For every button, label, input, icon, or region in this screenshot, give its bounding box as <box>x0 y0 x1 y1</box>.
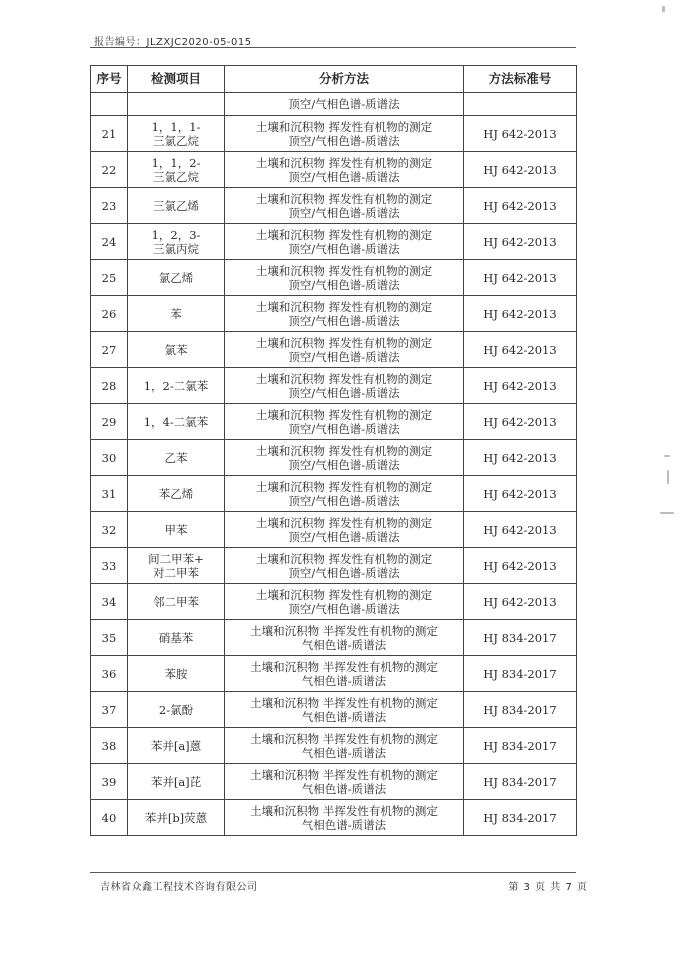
table-row <box>91 152 577 188</box>
cell-serial-text: 21 <box>101 126 117 141</box>
cell-serial-text: 40 <box>101 810 117 825</box>
cell-item-text: 1，1，1- 三氯乙烷 <box>151 119 201 148</box>
cell-item <box>128 620 225 656</box>
cell-item-text: 氯苯 <box>164 342 188 357</box>
cell-standard-text: HJ 834-2017 <box>483 666 557 681</box>
cell-serial-text: 33 <box>101 558 117 573</box>
cell-standard <box>464 93 577 116</box>
cell-method <box>225 116 464 152</box>
cell-method <box>225 512 464 548</box>
cell-item-text: 邻二甲苯 <box>153 594 199 609</box>
table-row <box>91 476 577 512</box>
cell-item <box>128 764 225 800</box>
table-row <box>91 188 577 224</box>
cell-method <box>225 476 464 512</box>
cell-item <box>128 152 225 188</box>
cell-serial <box>91 332 128 368</box>
cell-item <box>128 368 225 404</box>
cell-serial <box>91 584 128 620</box>
cell-standard <box>464 656 577 692</box>
cell-serial <box>91 93 128 116</box>
cell-method <box>225 260 464 296</box>
cell-serial <box>91 476 128 512</box>
cell-item <box>128 728 225 764</box>
cell-item <box>128 404 225 440</box>
cell-standard <box>464 368 577 404</box>
table-row <box>91 224 577 260</box>
cell-standard <box>464 692 577 728</box>
cell-method-text: 土壤和沉积物 半挥发性有机物的测定 气相色谱-质谱法 <box>250 803 438 832</box>
cell-method <box>225 296 464 332</box>
header-method: 分析方法 <box>225 66 464 93</box>
cell-method <box>225 404 464 440</box>
cell-item <box>128 224 225 260</box>
table-row <box>91 548 577 584</box>
cell-item-text: 苯乙烯 <box>158 486 194 501</box>
cell-serial-text: 30 <box>101 450 117 465</box>
cell-standard <box>464 224 577 260</box>
cell-method <box>225 656 464 692</box>
cell-serial <box>91 116 128 152</box>
cell-standard <box>464 800 577 836</box>
cell-serial <box>91 368 128 404</box>
cell-method-text: 土壤和沉积物 挥发性有机物的测定 顶空/气相色谱-质谱法 <box>255 155 433 184</box>
cell-item <box>128 332 225 368</box>
cell-item-text: 苯并[b]荧蒽 <box>144 810 208 825</box>
cell-standard-text: HJ 642-2013 <box>483 450 557 465</box>
cell-serial-text: 36 <box>101 666 117 681</box>
cell-serial-text: 23 <box>101 198 117 213</box>
cell-serial <box>91 188 128 224</box>
cell-serial <box>91 404 128 440</box>
cell-item-text: 甲苯 <box>164 522 188 537</box>
cell-standard-text: HJ 642-2013 <box>483 270 557 285</box>
cell-standard <box>464 476 577 512</box>
scan-artifact <box>660 512 674 514</box>
table-row <box>91 260 577 296</box>
cell-standard-text: HJ 642-2013 <box>483 594 557 609</box>
cell-item <box>128 584 225 620</box>
page-indicator: 第 3 页 共 7 页 <box>508 882 588 893</box>
cell-item-text: 1，2，3- 三氯丙烷 <box>151 227 201 256</box>
cell-method-text: 土壤和沉积物 挥发性有机物的测定 顶空/气相色谱-质谱法 <box>255 263 433 292</box>
table-row <box>91 728 577 764</box>
cell-method <box>225 152 464 188</box>
header-standard: 方法标准号 <box>464 66 577 93</box>
cell-item <box>128 296 225 332</box>
cell-serial <box>91 152 128 188</box>
cell-method <box>225 620 464 656</box>
table-row <box>91 620 577 656</box>
cell-standard <box>464 188 577 224</box>
cell-method: 顶空/气相色谱-质谱法 <box>225 93 464 116</box>
cell-standard-text: HJ 642-2013 <box>483 486 557 501</box>
cell-item-text: 2-氯酚 <box>158 702 194 717</box>
cell-standard <box>464 512 577 548</box>
table-row <box>91 512 577 548</box>
cell-standard <box>464 620 577 656</box>
table-row <box>91 584 577 620</box>
cell-method-text: 土壤和沉积物 挥发性有机物的测定 顶空/气相色谱-质谱法 <box>255 479 433 508</box>
cell-method <box>225 224 464 260</box>
cell-item-text: 1，4-二氯苯 <box>143 414 209 429</box>
cell-method <box>225 764 464 800</box>
cell-method <box>225 584 464 620</box>
test-methods-table <box>90 65 577 836</box>
scan-artifact <box>664 455 670 457</box>
cell-standard <box>464 548 577 584</box>
cell-item-text: 苯胺 <box>164 666 188 681</box>
cell-standard-text: HJ 642-2013 <box>483 378 557 393</box>
cell-method <box>225 548 464 584</box>
cell-method-text: 土壤和沉积物 半挥发性有机物的测定 气相色谱-质谱法 <box>250 659 438 688</box>
cell-serial <box>91 296 128 332</box>
cell-standard-text: HJ 642-2013 <box>483 162 557 177</box>
cell-standard-text: HJ 642-2013 <box>483 342 557 357</box>
header-divider <box>90 47 576 48</box>
cell-serial <box>91 692 128 728</box>
cell-item <box>128 476 225 512</box>
cell-method-text: 土壤和沉积物 挥发性有机物的测定 顶空/气相色谱-质谱法 <box>255 191 433 220</box>
cell-standard-text: HJ 642-2013 <box>483 234 557 249</box>
cell-method-text: 土壤和沉积物 挥发性有机物的测定 顶空/气相色谱-质谱法 <box>255 119 433 148</box>
scan-artifact <box>662 6 665 12</box>
cell-serial-text: 27 <box>101 342 117 357</box>
table-row <box>91 692 577 728</box>
cell-method <box>225 188 464 224</box>
cell-serial-text: 37 <box>101 702 117 717</box>
table-row <box>91 296 577 332</box>
cell-item <box>128 260 225 296</box>
cell-standard <box>464 764 577 800</box>
cell-standard-text: HJ 642-2013 <box>483 198 557 213</box>
cell-item <box>128 800 225 836</box>
cell-standard-text: HJ 834-2017 <box>483 774 557 789</box>
cell-standard <box>464 116 577 152</box>
cell-standard-text: HJ 642-2013 <box>483 414 557 429</box>
cell-standard-text: HJ 834-2017 <box>483 630 557 645</box>
cell-item-text: 硝基苯 <box>158 630 194 645</box>
cell-standard <box>464 296 577 332</box>
cell-standard-text: HJ 642-2013 <box>483 558 557 573</box>
table-row-continued <box>91 93 577 116</box>
cell-method-text: 土壤和沉积物 挥发性有机物的测定 顶空/气相色谱-质谱法 <box>255 515 433 544</box>
cell-serial-text: 35 <box>101 630 117 645</box>
cell-standard-text: HJ 642-2013 <box>483 126 557 141</box>
cell-serial-text: 34 <box>101 594 117 609</box>
header-serial: 序号 <box>91 66 128 93</box>
cell-item <box>128 93 225 116</box>
cell-method-text: 土壤和沉积物 半挥发性有机物的测定 气相色谱-质谱法 <box>250 695 438 724</box>
cell-method <box>225 368 464 404</box>
cell-item <box>128 188 225 224</box>
cell-method-text: 土壤和沉积物 半挥发性有机物的测定 气相色谱-质谱法 <box>250 731 438 760</box>
cell-serial-text: 28 <box>101 378 117 393</box>
cell-method-text: 土壤和沉积物 挥发性有机物的测定 顶空/气相色谱-质谱法 <box>255 443 433 472</box>
cell-item <box>128 692 225 728</box>
cell-method-text: 土壤和沉积物 半挥发性有机物的测定 气相色谱-质谱法 <box>250 767 438 796</box>
cell-item-text: 1，1，2- 三氯乙烷 <box>151 155 201 184</box>
cell-serial-text: 24 <box>101 234 117 249</box>
cell-standard <box>464 332 577 368</box>
cell-method-text: 土壤和沉积物 挥发性有机物的测定 顶空/气相色谱-质谱法 <box>255 227 433 256</box>
scan-artifact <box>667 470 669 484</box>
footer-divider <box>90 872 576 873</box>
company-name: 吉林省众鑫工程技术咨询有限公司 <box>100 882 258 893</box>
cell-serial <box>91 620 128 656</box>
header-item: 检测项目 <box>128 66 225 93</box>
cell-standard-text: HJ 834-2017 <box>483 810 557 825</box>
cell-standard <box>464 260 577 296</box>
cell-standard <box>464 728 577 764</box>
cell-serial <box>91 548 128 584</box>
cell-item <box>128 548 225 584</box>
cell-method-text: 土壤和沉积物 半挥发性有机物的测定 气相色谱-质谱法 <box>250 623 438 652</box>
cell-serial <box>91 656 128 692</box>
cell-standard-text: HJ 642-2013 <box>483 306 557 321</box>
cell-method-text: 土壤和沉积物 挥发性有机物的测定 顶空/气相色谱-质谱法 <box>255 299 433 328</box>
cell-serial-text: 26 <box>101 306 117 321</box>
report-number: 报告编号：JLZXJC2020-05-015 <box>94 37 252 48</box>
table-row <box>91 440 577 476</box>
table-row <box>91 116 577 152</box>
cell-serial <box>91 260 128 296</box>
cell-serial <box>91 800 128 836</box>
table-row <box>91 764 577 800</box>
table-row <box>91 332 577 368</box>
cell-serial-text: 29 <box>101 414 117 429</box>
cell-standard-text: HJ 834-2017 <box>483 738 557 753</box>
cell-method <box>225 800 464 836</box>
cell-item-text: 苯 <box>170 306 182 321</box>
cell-serial <box>91 440 128 476</box>
cell-serial-text: 25 <box>101 270 117 285</box>
cell-serial <box>91 224 128 260</box>
cell-item-text: 间二甲苯+ 对二甲苯 <box>148 551 204 580</box>
cell-item-text: 乙苯 <box>164 450 188 465</box>
cell-standard <box>464 440 577 476</box>
cell-item <box>128 512 225 548</box>
cell-method-text: 土壤和沉积物 挥发性有机物的测定 顶空/气相色谱-质谱法 <box>255 335 433 364</box>
cell-serial <box>91 512 128 548</box>
cell-item <box>128 116 225 152</box>
cell-standard <box>464 404 577 440</box>
cell-serial-text: 38 <box>101 738 117 753</box>
table-header-row <box>91 66 577 93</box>
cell-item <box>128 440 225 476</box>
cell-method <box>225 332 464 368</box>
cell-serial <box>91 728 128 764</box>
cell-serial-text: 32 <box>101 522 117 537</box>
cell-method <box>225 728 464 764</box>
cell-standard-text: HJ 642-2013 <box>483 522 557 537</box>
table-row <box>91 656 577 692</box>
cell-method-text: 土壤和沉积物 挥发性有机物的测定 顶空/气相色谱-质谱法 <box>255 407 433 436</box>
cell-standard <box>464 584 577 620</box>
cell-serial <box>91 764 128 800</box>
cell-item-text: 氯乙烯 <box>158 270 194 285</box>
table-row <box>91 800 577 836</box>
cell-item <box>128 656 225 692</box>
cell-item-text: 苯并[a]芘 <box>150 774 202 789</box>
cell-method <box>225 692 464 728</box>
cell-standard-text: HJ 834-2017 <box>483 702 557 717</box>
cell-method-text: 土壤和沉积物 挥发性有机物的测定 顶空/气相色谱-质谱法 <box>255 587 433 616</box>
cell-item-text: 1，2-二氯苯 <box>143 378 209 393</box>
cell-serial-text: 31 <box>101 486 117 501</box>
table-row <box>91 404 577 440</box>
cell-serial-text: 39 <box>101 774 117 789</box>
table-row <box>91 368 577 404</box>
cell-standard <box>464 152 577 188</box>
cell-method-text: 土壤和沉积物 挥发性有机物的测定 顶空/气相色谱-质谱法 <box>255 551 433 580</box>
cell-item-text: 三氯乙烯 <box>153 198 199 213</box>
cell-method-text: 土壤和沉积物 挥发性有机物的测定 顶空/气相色谱-质谱法 <box>255 371 433 400</box>
cell-item-text: 苯并[a]蒽 <box>150 738 202 753</box>
cell-method <box>225 440 464 476</box>
cell-serial-text: 22 <box>101 162 117 177</box>
